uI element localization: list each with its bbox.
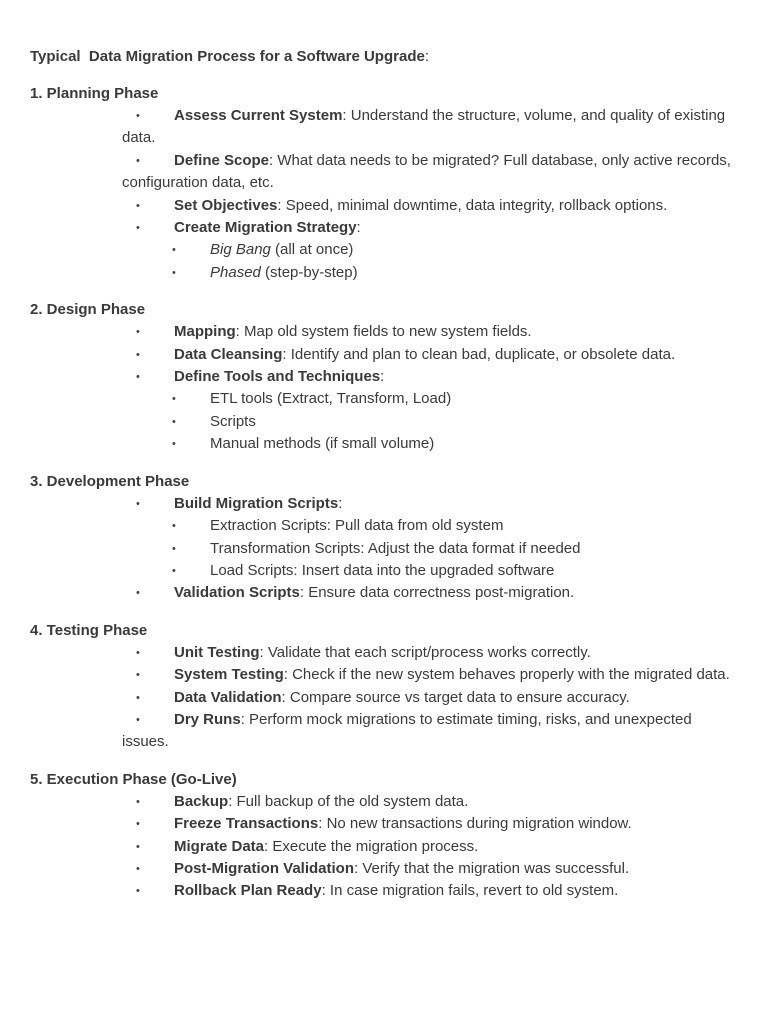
bullet-icon: •: [136, 885, 140, 898]
item-text: : Verify that the migration was successful.: [354, 859, 630, 877]
item-term: Post-Migration Validation: [174, 859, 355, 877]
item-text: : Ensure data correctness post-migration.: [299, 584, 575, 602]
item-term: Build Migration Scripts: [174, 494, 339, 512]
list-item: [30, 709, 740, 754]
section-5: [30, 769, 740, 903]
item-text: :: [380, 368, 385, 386]
sub-item-emphasis: Big Bang: [210, 241, 271, 259]
bullet-icon: •: [136, 199, 140, 212]
section-1: [30, 83, 740, 284]
bullet-icon: •: [136, 691, 140, 704]
sub-list-item: [30, 388, 740, 410]
list-item: [30, 642, 740, 664]
list-item: [30, 366, 740, 388]
sub-list-item: [30, 538, 740, 560]
document: [30, 46, 740, 918]
list-item: [30, 217, 740, 239]
bullet-icon: •: [136, 713, 140, 726]
item-term: Validation Scripts: [174, 584, 300, 602]
list-item: [30, 664, 740, 686]
bullet-list: [30, 791, 740, 903]
list-item: [30, 858, 740, 880]
bullet-icon: •: [136, 795, 140, 808]
item-text: : Compare source vs target data to ensure accuracy.: [281, 688, 630, 706]
bullet-icon: •: [136, 326, 140, 339]
bullet-icon: •: [136, 840, 140, 853]
list-item: [30, 493, 740, 515]
sub-item-text: Load Scripts: Insert data into the upgraded software: [210, 561, 555, 579]
section-heading: 1. Planning Phase: [30, 85, 159, 102]
sub-list-item: [30, 239, 740, 261]
section-heading: 5. Execution Phase (Go-Live): [30, 770, 237, 788]
bullet-icon: •: [172, 415, 176, 428]
bullet-list: [30, 642, 740, 754]
bullet-list: [30, 493, 740, 605]
bullet-icon: •: [136, 646, 140, 659]
bullet-icon: •: [172, 520, 176, 533]
item-term: Create Migration Strategy: [174, 219, 357, 237]
bullet-icon: •: [136, 497, 140, 510]
sub-list-item: [30, 560, 740, 582]
bullet-icon: •: [136, 669, 140, 682]
bullet-icon: •: [136, 348, 140, 361]
bullet-icon: •: [172, 266, 176, 279]
document-title: [30, 46, 740, 68]
bullet-icon: •: [172, 244, 176, 257]
sub-item-text: (step-by-step): [260, 263, 358, 281]
item-text: :: [356, 219, 361, 237]
sub-item-text: Manual methods (if small volume): [210, 435, 435, 453]
item-text: : Full backup of the old system data.: [228, 792, 469, 810]
bullet-icon: •: [136, 110, 140, 122]
item-text: : Understand the structure, volume, and quality of existing data.: [122, 107, 726, 147]
bullet-icon: •: [136, 862, 140, 875]
sub-list-item: [30, 411, 740, 433]
bullet-list: [30, 321, 740, 455]
sections-container: [30, 83, 740, 903]
item-term: Set Objectives: [174, 196, 278, 214]
sub-item-text: Scripts: [210, 412, 256, 430]
bullet-icon: •: [136, 154, 140, 167]
bullet-icon: •: [172, 438, 176, 451]
item-term: Data Validation: [174, 688, 282, 706]
item-term: Mapping: [174, 323, 236, 341]
list-item: [30, 344, 740, 366]
item-term: Migrate Data: [174, 837, 265, 855]
section-4: [30, 620, 740, 754]
sub-item-text: Extraction Scripts: Pull data from old system: [210, 517, 504, 535]
bullet-icon: •: [136, 587, 140, 600]
item-text: : Perform mock migrations to estimate timing, risks, and unexpected issues.: [122, 710, 692, 751]
document-title-colon: :: [424, 48, 429, 65]
list-item: [30, 813, 740, 835]
section-heading: 2. Design Phase: [30, 301, 146, 319]
item-term: Unit Testing: [174, 643, 260, 661]
sub-item-text: ETL tools (Extract, Transform, Load): [210, 390, 452, 408]
item-text: : In case migration fails, revert to old system.: [321, 882, 619, 900]
item-text: : Execute the migration process.: [264, 837, 479, 855]
list-item: [30, 791, 740, 813]
section-3: [30, 471, 740, 605]
sub-item-text: (all at once): [270, 241, 354, 259]
sub-list-item: [30, 262, 740, 284]
bullet-icon: •: [136, 222, 140, 235]
section-heading: 4. Testing Phase: [30, 621, 148, 639]
bullet-icon: •: [136, 371, 140, 384]
sub-item-text: Transformation Scripts: Adjust the data format if needed: [210, 539, 581, 557]
list-item: [30, 836, 740, 858]
bullet-icon: •: [172, 564, 176, 577]
bullet-icon: •: [172, 393, 176, 406]
item-term: Rollback Plan Ready: [174, 882, 322, 900]
item-text: : Speed, minimal downtime, data integrity, rollback options.: [277, 196, 668, 214]
item-text: : Map old system fields to new system fields.: [235, 323, 532, 341]
item-text: :: [338, 494, 343, 512]
section-heading: 3. Development Phase: [30, 472, 190, 490]
section-2: [30, 299, 740, 455]
item-term: Assess Current System: [174, 107, 343, 124]
item-text: : Identify and plan to clean bad, duplicate, or obsolete data.: [282, 345, 676, 363]
item-term: System Testing: [174, 666, 284, 684]
item-term: Define Scope: [174, 151, 270, 169]
item-term: Dry Runs: [174, 710, 241, 728]
list-item: [30, 321, 740, 343]
item-text: : No new transactions during migration window.: [318, 815, 632, 833]
item-term: Data Cleansing: [174, 345, 283, 363]
list-item: [30, 582, 740, 604]
item-term: Backup: [174, 792, 229, 810]
sub-list-item: [30, 515, 740, 537]
sub-list-item: [30, 433, 740, 455]
item-term: Freeze Transactions: [174, 815, 319, 833]
item-text: : Validate that each script/process works correctly.: [259, 643, 591, 661]
list-item: [30, 880, 740, 902]
item-text: : What data needs to be migrated? Full database, only active records, configuration data, etc.: [122, 151, 731, 192]
document-title-text: Typical Data Migration Process for a Software Upgrade: [30, 48, 425, 65]
list-item: [30, 105, 740, 150]
list-item: [30, 195, 740, 217]
list-item: [30, 687, 740, 709]
bullet-icon: •: [172, 542, 176, 555]
bullet-list: [30, 105, 740, 284]
list-item: [30, 150, 740, 195]
item-text: : Check if the new system behaves properly with the migrated data.: [283, 666, 730, 684]
sub-item-emphasis: Phased: [210, 263, 261, 281]
bullet-icon: •: [136, 818, 140, 831]
item-term: Define Tools and Techniques: [174, 368, 381, 386]
